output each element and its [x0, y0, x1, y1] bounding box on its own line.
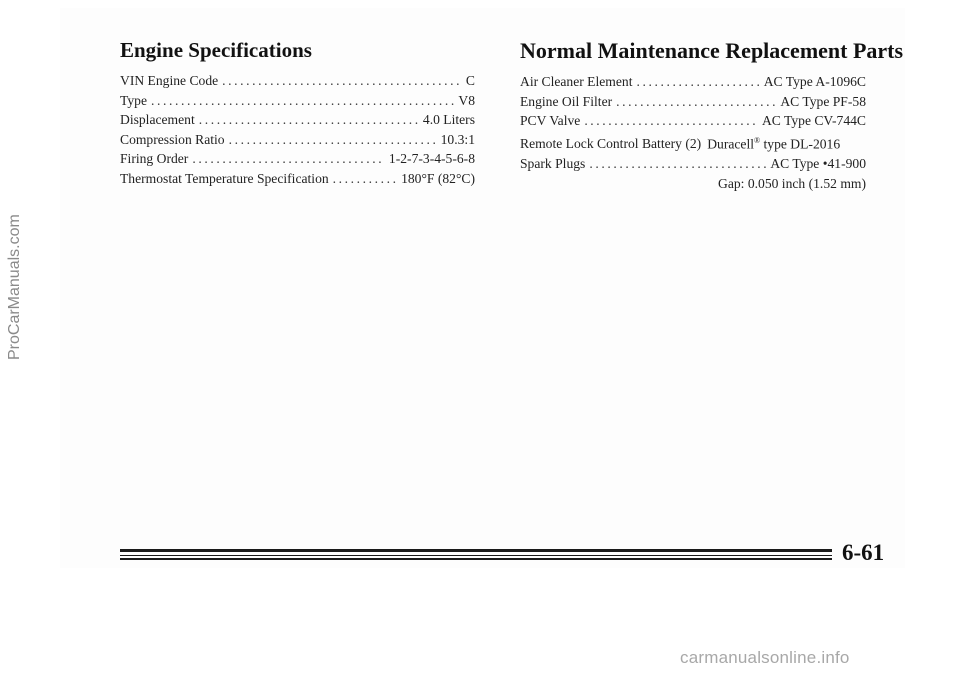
- spec-value: 4.0 Liters: [422, 112, 475, 128]
- maintenance-parts-section: [520, 38, 904, 193]
- spec-value: 180°F (82°C): [401, 170, 475, 186]
- footer-rule-thick: [120, 549, 832, 552]
- spec-row-thermostat-temperature: [120, 169, 475, 189]
- registered-mark: ®: [754, 135, 761, 145]
- dot-leader: [589, 154, 766, 174]
- spec-label: Firing Order: [120, 151, 189, 167]
- dot-leader: [192, 149, 385, 169]
- part-label: Air Cleaner Element: [520, 74, 633, 89]
- part-label: Engine Oil Filter: [520, 93, 613, 109]
- engine-specifications-section: [120, 38, 475, 189]
- spec-row-type: [120, 91, 475, 111]
- maintenance-parts-heading: Normal Maintenance Replacement Parts: [520, 38, 904, 63]
- spec-row-displacement: [120, 110, 475, 130]
- spec-row-firing-order: [120, 149, 475, 169]
- dot-leader: [199, 110, 419, 130]
- spec-value: C: [465, 73, 475, 88]
- spec-label: VIN Engine Code: [120, 73, 219, 88]
- spec-value: 10.3:1: [440, 131, 475, 147]
- spec-row-compression-ratio: [120, 130, 475, 150]
- part-value: type DL-2016: [763, 136, 841, 152]
- spec-label: Thermostat Temperature Specification: [120, 170, 329, 186]
- footer-rule-thin: [120, 555, 832, 556]
- part-label: PCV Valve: [520, 113, 581, 129]
- footer-rule-medium: [120, 558, 832, 560]
- part-row-remote-lock-battery: [520, 131, 866, 154]
- side-watermark: ProCarManuals.com: [6, 214, 23, 360]
- part-label: Remote Lock Control Battery (2): [520, 136, 702, 152]
- spec-row-vin-engine-code: [120, 71, 475, 91]
- dot-leader: [616, 92, 776, 112]
- part-row-spark-plugs: [520, 154, 866, 174]
- page-number: 6-61: [842, 540, 885, 565]
- battery-brand-name: Duracell: [707, 136, 755, 152]
- spark-plug-gap: Gap: 0.050 inch (1.52 mm): [718, 175, 866, 191]
- dot-leader: [222, 71, 462, 91]
- part-row-oil-filter: [520, 92, 866, 112]
- spec-label: Displacement: [120, 112, 195, 128]
- part-row-pcv-valve: [520, 111, 866, 131]
- dot-leader: [636, 72, 759, 92]
- dot-leader: [584, 111, 758, 131]
- part-value: AC Type A-1096C: [763, 74, 866, 89]
- part-value: AC Type PF-58: [780, 93, 866, 109]
- dot-leader: [151, 91, 454, 111]
- spec-label: Type: [120, 92, 147, 108]
- dot-leader: [333, 169, 397, 189]
- engine-specifications-heading: Engine Specifications: [120, 38, 312, 62]
- part-label: Spark Plugs: [520, 155, 586, 171]
- spec-value: V8: [458, 92, 475, 108]
- spec-label: Compression Ratio: [120, 131, 225, 147]
- battery-brand: [707, 131, 840, 154]
- bottom-watermark: carmanualsonline.info: [680, 648, 850, 667]
- dot-leader: [229, 130, 437, 150]
- spec-value: 1-2-7-3-4-5-6-8: [388, 151, 475, 167]
- part-row-air-cleaner: [520, 72, 866, 92]
- part-value: AC Type •41-900: [770, 155, 866, 171]
- part-value: AC Type CV-744C: [761, 113, 866, 129]
